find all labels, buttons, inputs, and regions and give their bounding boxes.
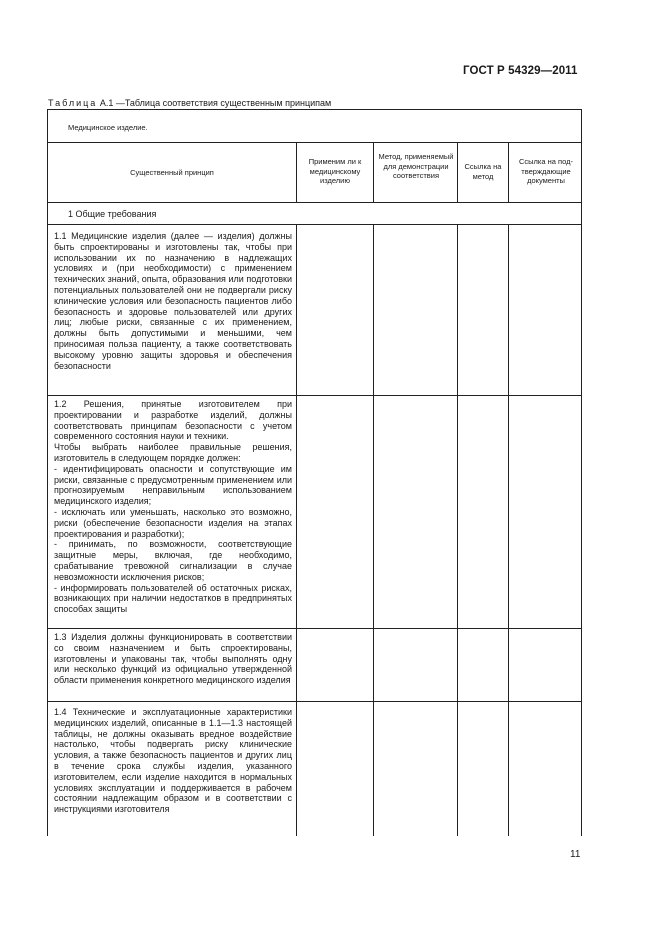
conformity-table [47,109,582,836]
principle-text: 1.1 Медицинские изделия (далее — изделия) должны быть спроектированы и изготовлены так, чтобы при использовании их по назначению в надлежащих условиях и (при необходимости) с применением технических знаний, опыта, образования или подготовки потенциальных пользователей они не подвергали риску клинические условия или безопасность пациентов либо безопасность и здоровье пользователей или других лиц; любые риски, связанные с их применением, должны быть допустимыми и меньшими, чем приносимая польза пациенту, а также соответствовать высокому уровню защиты здоровья и обеспечения безопасности [54,231,292,371]
principle-text: 1.4 Технические и эксплуатационные характеристики медицинских изделий, описанные в 1.1—1.3 настоящей таблицы, не должны оказывать вредное воздействие настолько, чтобы подвергать риску клинические условия, а также безопасность пациентов и других лиц в течение срока службы изделия, указанного изготовителем, если изделие находится в нормальных условиях эксплуатации и поддерживается в рабочем состоянии надлежащим образом и в соответствии с инструкциями изготовителя [54,707,292,815]
caption-text: А.1 —Таблица соответствия существенным принципам [99,98,332,108]
column-divider [296,142,297,836]
row-divider [48,701,581,702]
principle-text: 1.2 Решения, принятые изготовителем при проектировании и разработке изделий, должны соответствовать принципам безопасности с учетом современного состояния науки и техники. Чтобы выбрать наиболее правильные решения, изготовитель в следующем порядке должен: - идентифицировать опасности и сопутствующие им риски, связанные с предусмотренным применением или прогнозируемым неправильным использованием медицинского изделия; - исключать или уменьшать, насколько это возможно, риски (обеспечение безопасности изделия на этапах проектирования и разработки); - принимать, по возможности, соответствующие защитные меры, включая, где необходимо, срабатывание тревожной сигнализации в случае невозможности исключения рисков; - информировать пользователей об остаточных рисках, возникающих при наличии недостатков в предпринятых способах защиты [54,399,292,615]
section-title: 1 Общие требования [68,209,157,219]
table-caption [48,98,331,108]
column-divider [373,142,374,836]
principle-text: 1.3 Изделия должны функционировать в соответствии со своим назначением и быть спроектированы, изготовлены и упакованы так, чтобы выполнять одну или несколько функций из официально утвержденной области применения конкретного медицинского изделия [54,632,292,686]
caption-prefix: Таблица [48,98,98,108]
document-code: ГОСТ Р 54329—2011 [463,65,578,77]
row-divider [48,395,581,396]
column-divider [457,142,458,836]
column-divider [508,142,509,836]
column-header-method: Метод, применяемый для демонстрации соответствия [378,152,454,180]
row-divider [48,224,581,225]
device-label: Медицинское изделие. [68,123,148,132]
column-header-applicable: Применим ли к медицинскому изделию [308,157,362,185]
column-header-method-reference: Ссылка на метод [464,162,502,181]
row-divider [48,142,581,143]
column-header-documents: Ссылка на под-тверждающие документы [519,157,573,185]
row-divider [48,628,581,629]
column-header-principle: Существенный принцип [130,168,214,177]
page-number: 11 [570,849,581,860]
